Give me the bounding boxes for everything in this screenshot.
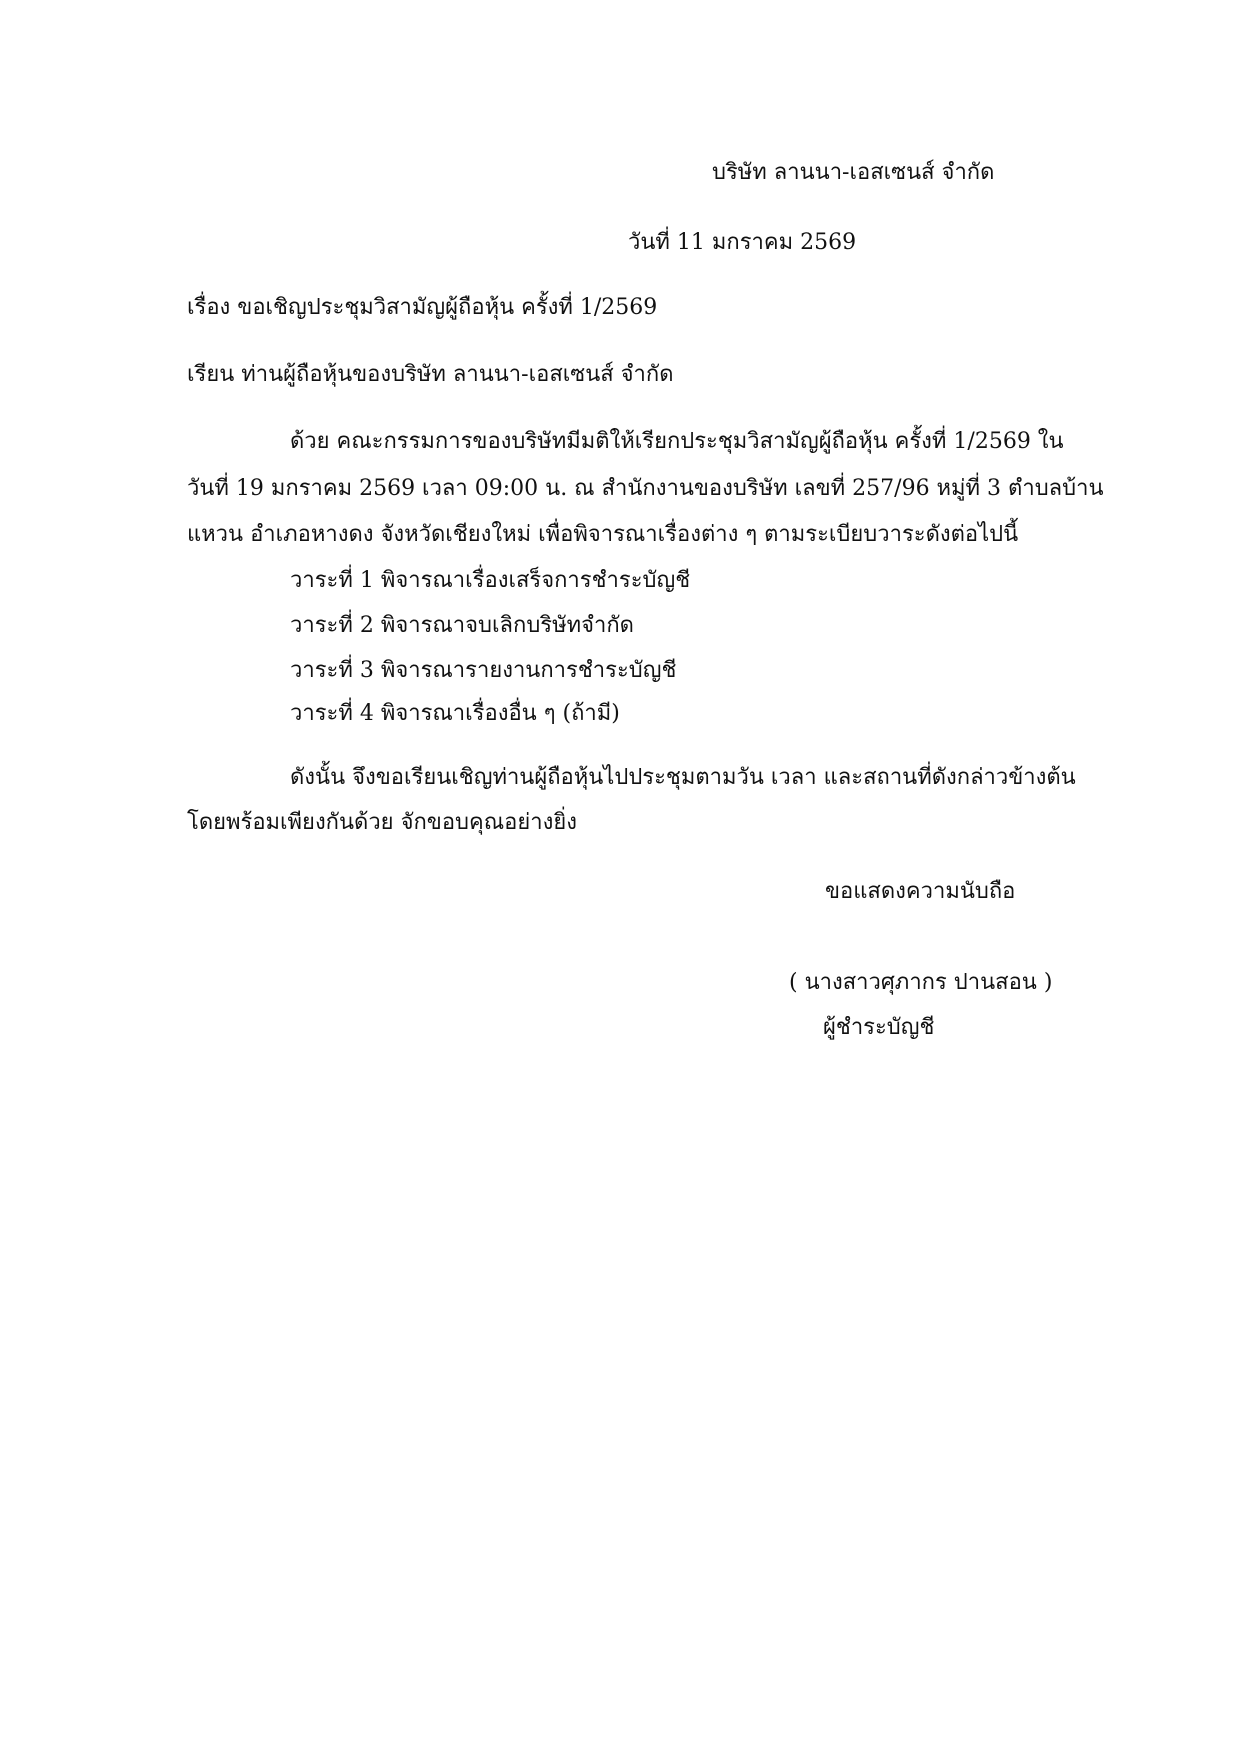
agenda-item-3: วาระที่ 3 พิจารณารายงานการชำระบัญชี <box>290 658 677 683</box>
paragraph-2-line-1 <box>187 763 1076 793</box>
letter-date: วันที่ 11 มกราคม 2569 <box>628 230 857 255</box>
company-name: บริษัท ลานนา-เอสเซนส์ จำกัด <box>712 160 995 185</box>
signer-title: ผู้ชำระบัญชี <box>823 1015 935 1040</box>
paragraph-1-text: ด้วย คณะกรรมการของบริษัทมีมติให้เรียกประชุมวิสามัญผู้ถือหุ้น ครั้งที่ 1/2569 ใน <box>290 429 1064 454</box>
closing-phrase: ขอแสดงความนับถือ <box>825 879 1016 904</box>
letter-subject: เรื่อง ขอเชิญประชุมวิสามัญผู้ถือหุ้น ครั้งที่ 1/2569 <box>187 295 658 320</box>
agenda-item-2: วาระที่ 2 พิจารณาจบเลิกบริษัทจำกัด <box>290 613 634 638</box>
letter-salutation: เรียน ท่านผู้ถือหุ้นของบริษัท ลานนา-เอสเซนส์ จำกัด <box>187 362 674 387</box>
paragraph-2-line-2: โดยพร้อมเพียงกันด้วย จักขอบคุณอย่างยิ่ง <box>187 810 577 835</box>
agenda-item-1: วาระที่ 1 พิจารณาเรื่องเสร็จการชำระบัญชี <box>290 568 691 593</box>
paragraph-1-line-3: แหวน อำเภอหางดง จังหวัดเชียงใหม่ เพื่อพิจารณาเรื่องต่าง ๆ ตามระเบียบวาระดังต่อไปนี้ <box>187 522 1019 547</box>
paragraph-1-line-2: วันที่ 19 มกราคม 2569 เวลา 09:00 น. ณ สำนักงานของบริษัท เลขที่ 257/96 หมู่ที่ 3 ตำบลบ้าน <box>187 476 1104 501</box>
paragraph-1-line-1 <box>187 427 1062 457</box>
paragraph-2-text: ดังนั้น จึงขอเรียนเชิญท่านผู้ถือหุ้นไปประชุมตามวัน เวลา และสถานที่ดังกล่าวข้างต้น <box>290 765 1076 790</box>
signer-name: ( นางสาวศุภากร ปานสอน ) <box>789 970 1053 995</box>
agenda-item-4: วาระที่ 4 พิจารณาเรื่องอื่น ๆ (ถ้ามี) <box>290 701 620 726</box>
